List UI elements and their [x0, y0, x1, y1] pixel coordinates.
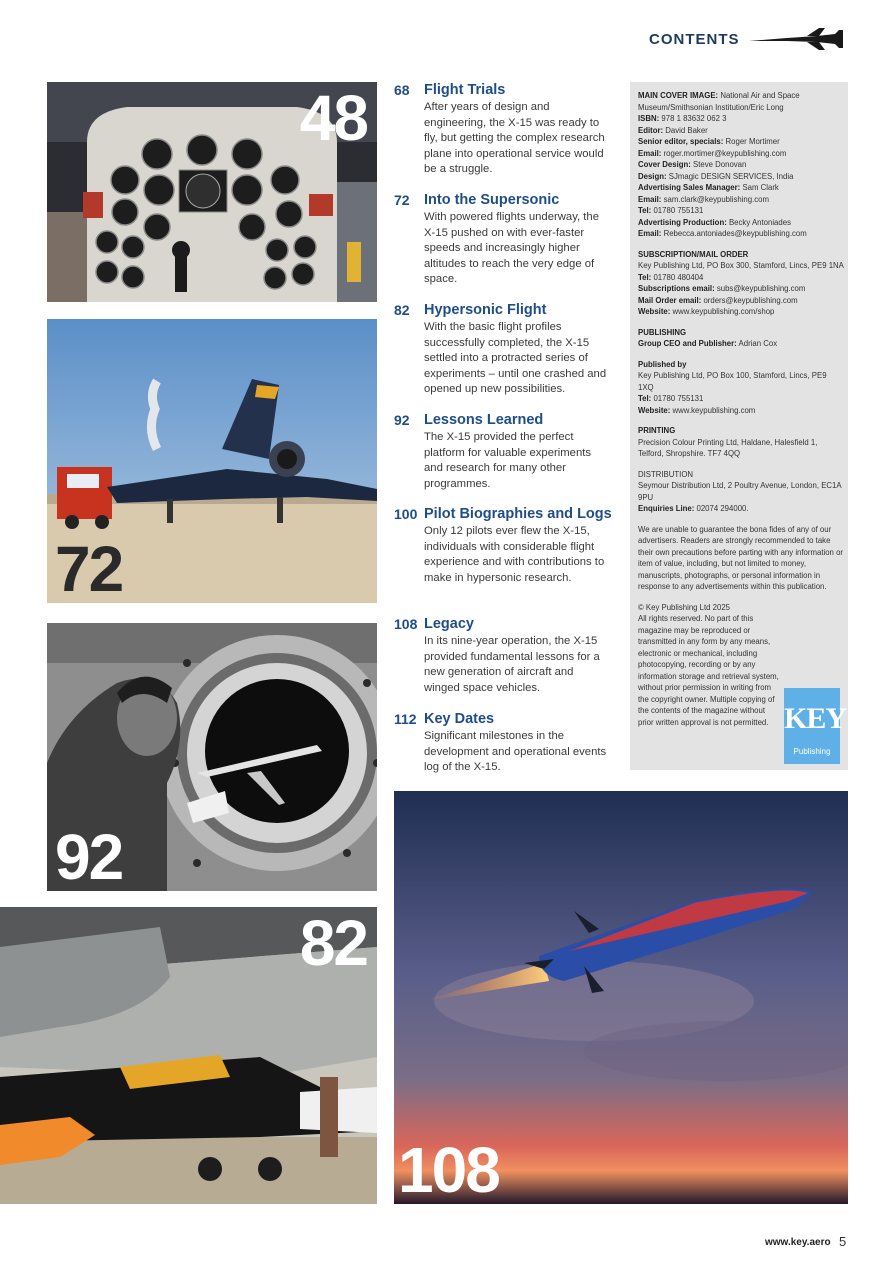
entry-page: 108 — [394, 616, 418, 632]
page-title: CONTENTS — [649, 31, 740, 48]
entry-title: Into the Supersonic — [424, 192, 560, 208]
contents-entry[interactable] — [394, 302, 609, 402]
photo-instrument-panel — [47, 82, 377, 302]
photo-wind-tunnel — [47, 623, 377, 891]
page-number: 5 — [839, 1234, 847, 1249]
contents-entry[interactable] — [394, 506, 612, 606]
logo-brand: KEY — [784, 702, 847, 735]
entry-page: 100 — [394, 506, 418, 522]
masthead-info-box — [630, 82, 848, 770]
entry-description: Only 12 pilots ever flew the X-15, individuals with considerable flight experience and with contributions to make in hypersonic research. — [424, 525, 605, 584]
contents-entry[interactable] — [394, 616, 609, 701]
entry-description: With powered flights underway, the X-15 pushed on with ever-faster speeds and increasingly higher altitudes to reach the very edge of space. — [424, 211, 599, 286]
entry-title: Key Dates — [424, 711, 495, 727]
entry-description: The X-15 provided the perfect platform for valuable experiments and research for many other programmes. — [424, 431, 592, 490]
footer-url: www.key.aero — [765, 1237, 831, 1248]
entry-page: 112 — [394, 711, 417, 727]
photo-x15-under-wing — [0, 907, 377, 1204]
entry-page: 68 — [394, 82, 410, 98]
entry-page: 72 — [394, 192, 410, 208]
photo-page-number: 82 — [299, 907, 367, 979]
photo-page-number: 72 — [55, 533, 123, 603]
entry-description: In its nine-year operation, the X-15 provided fundamental lessons for a new generation of aircraft and winged space vehicles. — [424, 635, 600, 694]
photo-hypersonic-vehicle — [394, 791, 848, 1204]
photo-page-number: 92 — [55, 821, 123, 891]
contents-entry[interactable] — [394, 192, 609, 292]
x15-silhouette-icon — [747, 24, 847, 54]
photo-page-number: 108 — [398, 1134, 499, 1204]
photo-x15-lakebed — [47, 319, 377, 603]
contents-entry[interactable] — [394, 711, 609, 781]
contents-entry[interactable] — [394, 82, 609, 182]
entry-title: Hypersonic Flight — [424, 302, 547, 318]
contents-entry[interactable] — [394, 412, 609, 497]
logo-sub: Publishing — [793, 747, 831, 756]
entry-description: With the basic flight profiles successfully completed, the X-15 settled into a protracted series of experiments – until one crashed and opened up new possibilities. — [424, 321, 607, 396]
masthead-text: MAIN COVER IMAGE: National Air and Space Museum/Smithsonian Institution/Eric Long ISBN: 978 1 83632 062 3 Editor: David Baker Senior editor, specials: Roger Mortimer Email: roger.mortimer@keypublishing.com Cover Design: Steve Donovan Design: SJmagic DESIGN SERVICES, India Advertising Sales Manager: Sam Clark Email: sam.clark@keypublishing.com Tel: 01780 755131 Advertising Production: Becky Antoniades Email: Rebecca.antoniades@keypublishing.com SUBSCRIPTION/MAIL ORDER Key Publishing Ltd, PO Box 300, Stamford, Lincs, PE9 1NA Tel: 01780 480404 Subscriptions email: subs@keypublishing.com Mail Order email: orders@keypublishing.com Website: www.keypublishing.com/shop PUBLISHING Group CEO and Publisher: Adrian Cox Published by Key Publishing Ltd, PO Box 100, Stamford, Lincs, PE9 1XQ Tel: 01780 755131 Website: www.keypublishing.com PRINTING Precision Colour Printing Ltd, Haldane, Halesfield 1, Telford, Shropshire. TF7 4QQ DISTRIBUTION Seymour Distribution Ltd, 2 Poultry Avenue, London, EC1A 9PU Enquiries Line: 02074 294000. We are unable to guarantee the bona fides of any of our advertisers. Readers are strongly recommended to take their own precautions before parting with any information or item of value, including, but not limited to money, manuscripts, photographs, or personal information in response to any advertisements within this publication. © Key Publishing Ltd 2025 All rights reserved. No part of this magazine may be reproduced or transmitted in any form by any means, electronic or mechanical, including photocopying, recording or by any information storage and retrieval system, without prior permission in writing from the copyright owner. Multiple copying of the contents of the magazine without prior written approval is not permitted. — [638, 91, 844, 727]
entry-title: Flight Trials — [424, 82, 506, 98]
key-publishing-logo — [784, 688, 847, 764]
photo-page-number: 48 — [299, 82, 367, 154]
entry-title: Legacy — [424, 616, 474, 632]
entry-description: Significant milestones in the development and operational events log of the X-15. — [424, 730, 607, 774]
entry-title: Lessons Learned — [424, 412, 544, 428]
entry-page: 92 — [394, 412, 410, 428]
entry-title: Pilot Biographies and Logs — [424, 506, 612, 522]
entry-page: 82 — [394, 302, 410, 318]
entry-description: After years of design and engineering, the X-15 was ready to fly, but getting the complex research plane into operational service would be a struggle. — [424, 101, 605, 176]
